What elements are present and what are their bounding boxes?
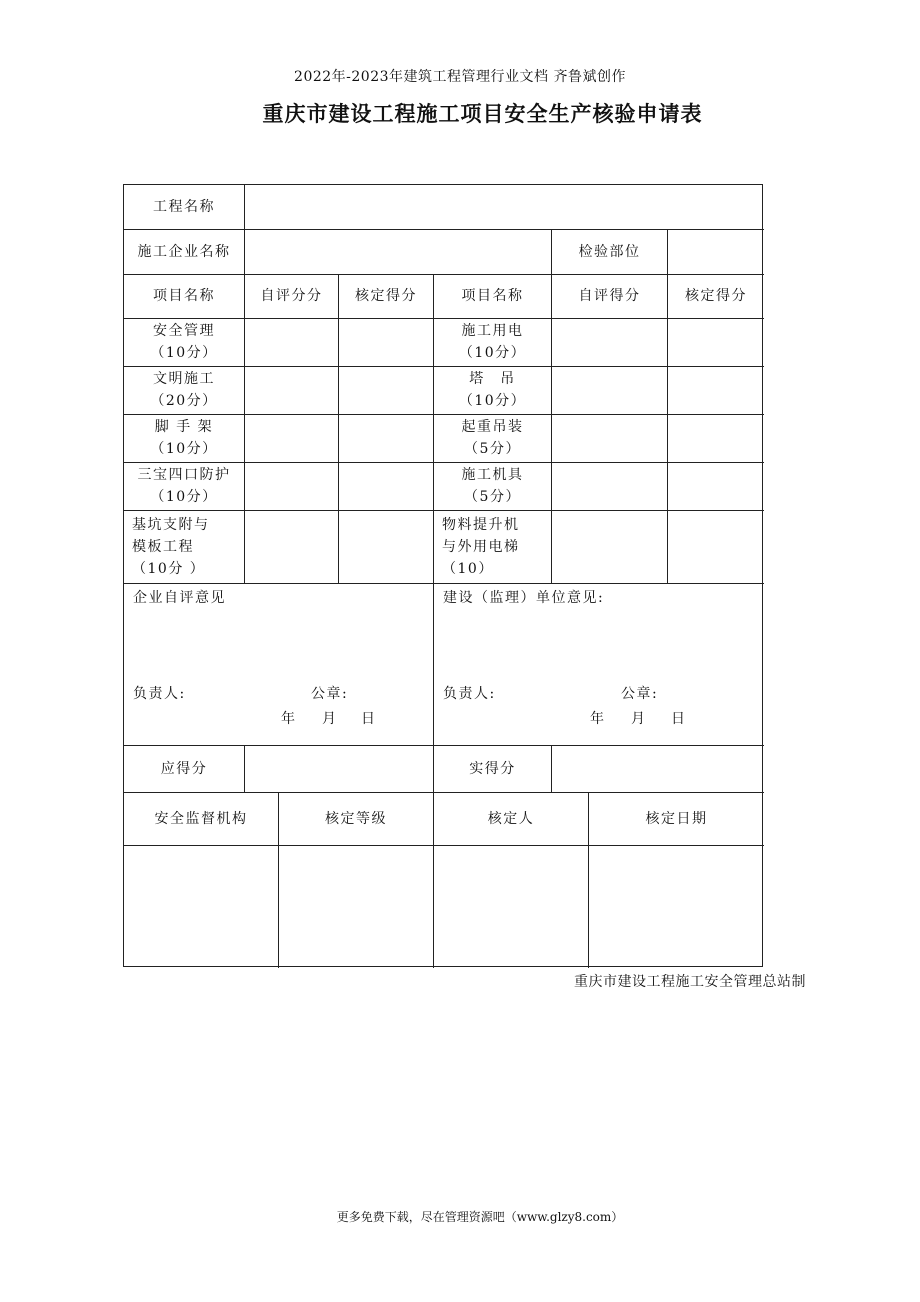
document-header: 2022年-2023年建筑工程管理行业文档 齐鲁斌创作 [294,69,626,85]
item-points: （10分） [150,441,218,457]
col-verified-score-right: 核定得分 [685,288,747,304]
item-label: 物料提升机 [442,516,520,533]
item-scaffold [124,414,244,462]
builder-person-in-charge: 负责人: [443,686,496,702]
item-label-line2: 模板工程 [132,538,194,555]
item-points: （10） [442,560,494,577]
inspection-part-field[interactable] [668,229,764,274]
company-self-opinion-label: 企业自评意见 [133,590,226,606]
item-points: （10分） [150,489,218,505]
issuing-organization: 重庆市建设工程施工安全管理总站制 [574,974,806,990]
project-name-field[interactable] [245,185,764,229]
builder-year: 年 [590,711,606,727]
company-year: 年 [281,711,297,727]
item-label: 文明施工 [152,371,215,387]
supervision-agency-header: 安全监督机构 [154,810,248,827]
item-hoist-elevator [442,510,551,583]
col-item-name: 项目名称 [153,288,215,304]
project-name-label: 工程名称 [153,199,215,215]
item-points: （5分） [464,489,521,505]
verified-date-header: 核定日期 [645,810,708,827]
application-form-table [123,184,763,967]
item-label: 基坑支附与 [132,516,210,533]
item-safety-management [124,318,244,366]
item-label: 脚 手 架 [154,419,214,435]
item-label: 三宝四口防护 [137,467,231,483]
company-name-field[interactable] [245,229,551,274]
item-construction-electricity [434,318,551,366]
item-label: 塔 吊 [469,371,516,387]
verified-grade-header: 核定等级 [325,810,387,827]
col-self-score-right: 自评得分 [578,288,641,304]
page-title: 重庆市建设工程施工项目安全生产核验申请表 [262,101,703,126]
item-points: （10分） [150,345,218,361]
inspection-part-label: 检验部位 [578,243,641,260]
footer-note: 更多免费下载，尽在管理资源吧（www.glzy8.com） [336,1210,624,1224]
item-label: 安全管理 [152,323,215,339]
item-points: （10分） [458,393,527,409]
col-self-score: 自评分分 [260,288,323,304]
item-points: （5分） [464,441,521,457]
company-seal: 公章: [311,686,349,702]
item-points: （20分） [150,393,218,409]
item-label: 起重吊装 [461,419,524,435]
company-name-label: 施工企业名称 [137,243,231,260]
item-tower-crane [434,366,551,414]
item-points: （10分 ） [132,560,206,577]
item-label: 施工用电 [461,323,524,339]
builder-month: 月 [631,711,647,727]
item-protection [124,462,244,510]
item-civilized-construction [124,366,244,414]
company-month: 月 [322,711,338,727]
item-label-line2: 与外用电梯 [442,538,520,555]
verifier-header: 核定人 [487,810,535,827]
builder-seal: 公章: [621,686,659,702]
col-verified-score: 核定得分 [355,288,417,304]
item-construction-machinery [434,462,551,510]
builder-day: 日 [671,711,687,727]
item-foundation-formwork [132,510,244,583]
actual-score-label: 实得分 [469,760,516,777]
item-hoisting [434,414,551,462]
item-points: （10分） [458,345,527,361]
col-item-name-right: 项目名称 [461,288,524,304]
item-label: 施工机具 [461,467,524,483]
company-day: 日 [361,711,377,727]
should-score-label: 应得分 [160,760,208,777]
company-person-in-charge: 负责人: [133,686,186,702]
builder-opinion-label: 建设（监理）单位意见: [443,590,605,606]
